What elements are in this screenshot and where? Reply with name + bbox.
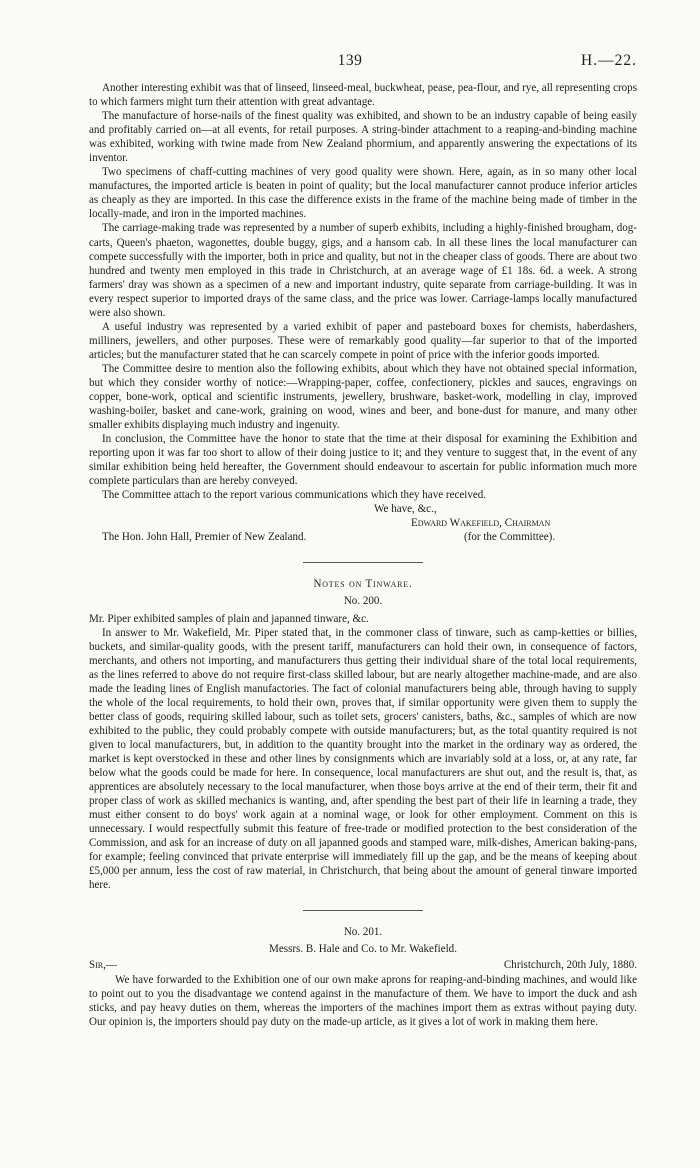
- note-number: No. 200.: [343, 595, 383, 608]
- letter-title: Messrs. B. Hale and Co. to Mr. Wakefield.: [269, 943, 457, 956]
- letter-number: No. 201.: [343, 926, 383, 939]
- section-divider: [303, 562, 423, 563]
- report-paragraph: Two specimens of chaff-cutting machines of very good quality were shown. Here, again, as in so many other local manufactures, the imported article is beaten in point of quality; but the local manufacturer cannot produce inferior articles as cheaply as they are imported. In this case the difference exists in the frame of the machine being made of timber in the locally-made, and iron in the imported machines.: [89, 166, 637, 221]
- signatory-name: Edward Wakefield, Chairman: [411, 517, 551, 530]
- page-body: [89, 81, 637, 1029]
- letter-place-date: Christchurch, 20th July, 1880.: [503, 958, 637, 971]
- report-paragraph: A useful industry was represented by a varied exhibit of paper and pasteboard boxes for chemists, haberdashers, milliners, jewellers, and other purposes. These were of remarkably good quality—far superior to that of the imported articles; but the manufacturer stated that he can scarcely compete in point of price with the inferior goods imported.: [89, 320, 637, 361]
- report-paragraph: The manufacture of horse-nails of the finest quality was exhibited, and shown to be an industry capable of being easily and profitably carried on—at all events, for retail purposes. A string-binder attachment to a reaping-and-binding machine was exhibited, working with twine made from New Zealand phormium, and apparently answering the expectations of its inventor.: [89, 110, 637, 165]
- signatory-subtitle: (for the Committee).: [464, 531, 556, 544]
- tinware-notes: [89, 577, 637, 892]
- report-paragraph: In conclusion, the Committee have the honor to state that the time at their disposal for examining the Exhibition and reporting upon it was far too short to allow of their doing justice to it; and they venture to suggest that, in the event of any similar exhibition being held hereafter, the Government should endeavour to ascertain for public information much more complete particulars than are hereby conveyed.: [89, 433, 637, 488]
- report-paragraph: Another interesting exhibit was that of linseed, linseed-meal, buckwheat, pease, pea-flour, and rye, all representing crops to which farmers might turn their attention with great advantage.: [89, 82, 637, 109]
- section-divider: [303, 910, 423, 911]
- exhibition-report: [89, 81, 637, 546]
- report-paragraph: The Committee desire to mention also the following exhibits, about which they have not obtained special information, but which they consider worthy of notice:—Wrapping-paper, coffee, confectionery, pickles and sauces, engravings on copper, bone-work, optical and scientific instruments, jewellery, brushware, basket-work, modelling in clay, improved washing-boiler, basket and cane-work, graining on wood, wines and beer, and bone-dust for manure, and many other smaller exhibits displaying much industry and ingenuity.: [89, 362, 637, 432]
- addressee-line: The Hon. John Hall, Premier of New Zealand.: [102, 531, 307, 544]
- hale-letter: [89, 925, 637, 1028]
- signature-block: [89, 502, 637, 546]
- letter-salutation: Sir,—: [89, 958, 117, 971]
- letter-body: We have forwarded to the Exhibition one of our own make aprons for reaping-and-binding machines, and would like to point out to you the disadvantage we contend against in the manufacture of them. We have to import the duck and ash sticks, and pay heavy duties on them, whereas the importers of the machines import them as extras without paying duty. Our opinion is, the importers should pay duty on the made-up article, as it gives a lot of work in making them here.: [89, 973, 637, 1028]
- page-header: [0, 52, 700, 72]
- report-paragraph: The Committee attach to the report various communications which they have received.: [102, 489, 487, 502]
- document-reference: H.—22.: [581, 52, 637, 69]
- report-paragraph: The carriage-making trade was represented by a number of superb exhibits, including a highly-finished brougham, dog-carts, Queen's phaeton, wagonettes, double buggy, gigs, and a hansom cab. In all these lines the local manufacturer can compete successfully with the importer, both in price and quality, but not in the cheaper class of goods. There are about two hundred and twenty men employed in this trade in Christchurch, at an average wage of £1 18s. 6d. a week. A strong farmers' dray was shown as a specimen of a new and important industry, quite separate from carriage-building. It was in every respect superior to imported drays of the same class, and the price was lower. Carriage-lamps locally manufactured were also shown.: [89, 222, 637, 319]
- closing-line: We have, &c.,: [374, 503, 437, 516]
- note-body: In answer to Mr. Wakefield, Mr. Piper stated that, in the commoner class of tinware, such as camp-ketties or billies, buckets, and similar-quality goods, with the present tariff, manufacturers can hold their own, in consequence of factors, merchants, and others not importing, and manufacturers thus getting their individual share of the total local requirements, as the lines referred to above do not require first-class skilled labour, but are nearly altogether machine-made, and are also made the leading lines of English manufactories. The fact of colonial manufacturers being able, through having to supply the whole of the local requirements, to hold their own, proves that, if similar opportunity were given them to supply the better class of goods, requiring skilled labour, such as toilet sets, grocers' canisters, baths, &c., samples of which are now exhibited to the public, they could probably compete with outside manufacturers; but, as the total quantity required is not given to local manufacturers, but, in addition to the quantity brought into the market in the ordinary way as ordered, the market is kept overstocked in these and other lines by consignments which are invariably sold at a loss, or, at any rate, far below what the goods could be made for here. In consequence, local manufacturers are shut out, and the result is, that, as apprentices are absolutely necessary to the local manufacturer, when those boys arrive at the end of their term, their fit and proper class of work as skilled mechanics is wanting, and, after spending the best part of their life in learning a trade, they must either consent to do boys' work again at a nominal wage, or look for other employment. Comment on this is unnecessary. I would respectfully submit this feature of free-trade or modified protection to the best consideration of the Commission, and ask for an increase of duty on all japanned goods and stamped ware, milk-dishes, American baking-pans, for example; feeling convinced that private enterprise will immediately fill up the gap, and be the means of keeping about £5,000 per annum, less the cost of raw material, in Christchurch, that being about the amount of general tinware imported here.: [89, 626, 637, 892]
- notes-heading: Notes on Tinware.: [313, 578, 413, 591]
- note-lead: Mr. Piper exhibited samples of plain and japanned tinware, &c.: [89, 612, 369, 625]
- page-number: 139: [337, 52, 363, 69]
- letter-heading-line: [89, 957, 637, 973]
